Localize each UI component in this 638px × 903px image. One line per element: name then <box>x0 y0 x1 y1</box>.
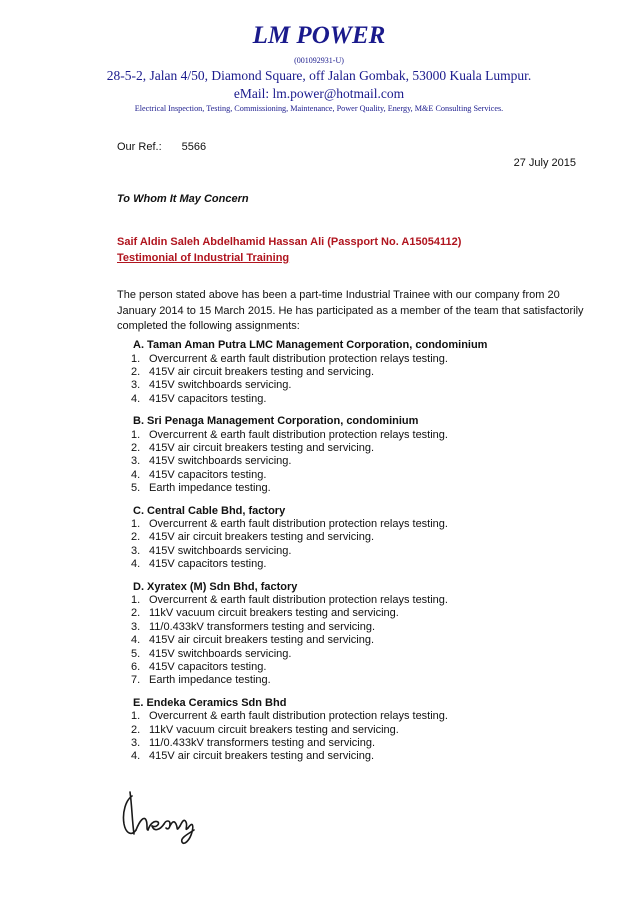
task-item <box>117 710 587 723</box>
task-text: 415V switchboards servicing. <box>149 455 292 468</box>
task-number: 6. <box>131 661 141 674</box>
project-list <box>117 339 587 773</box>
task-number: 1. <box>131 352 141 365</box>
task-number: 4. <box>131 468 141 481</box>
letter-date: 27 July 2015 <box>513 157 576 169</box>
project-c <box>117 505 587 572</box>
task-item <box>117 353 587 366</box>
project-heading: A. Taman Aman Putra LMC Management Corporation, condominium <box>133 339 488 351</box>
task-text: Overcurrent & earth fault distribution protection relays testing. <box>149 428 448 441</box>
task-item <box>117 455 587 468</box>
project-a <box>117 339 587 406</box>
task-text: 415V air circuit breakers testing and servicing. <box>149 365 374 378</box>
reference-label: Our Ref.: <box>117 141 162 153</box>
task-item <box>117 737 587 750</box>
task-text: 11/0.433kV transformers testing and servicing. <box>149 620 376 633</box>
task-number: 1. <box>131 428 141 441</box>
reference-number: 5566 <box>181 141 207 153</box>
project-heading: B. Sri Penaga Management Corporation, condominium <box>133 415 419 428</box>
project-heading: C. Central Cable Bhd, factory <box>133 504 286 517</box>
task-text: 11kV vacuum circuit breakers testing and servicing. <box>149 723 399 736</box>
project-heading: E. Endeka Ceramics Sdn Bhd <box>133 696 287 709</box>
task-number: 1. <box>131 594 141 607</box>
task-text: 415V switchboards servicing. <box>149 379 292 392</box>
task-text: Overcurrent & earth fault distribution protection relays testing. <box>149 352 448 365</box>
task-number: 2. <box>131 365 141 378</box>
project-b <box>117 415 587 495</box>
task-item <box>117 724 587 737</box>
task-number: 2. <box>131 441 141 454</box>
task-item <box>117 366 587 379</box>
project-heading: D. Xyratex (M) Sdn Bhd, factory <box>133 580 298 593</box>
signature-icon <box>118 786 208 848</box>
project-d <box>117 581 587 688</box>
task-text: Overcurrent & earth fault distribution protection relays testing. <box>149 518 448 531</box>
task-number: 3. <box>131 455 141 468</box>
task-item <box>117 531 587 544</box>
task-item <box>117 634 587 647</box>
task-number: 2. <box>131 531 141 544</box>
task-text: 415V capacitors testing. <box>149 392 267 405</box>
company-services: Electrical Inspection, Testing, Commissioning, Maintenance, Power Quality, Energy, M&E Consulting Services. <box>134 104 504 113</box>
task-item <box>117 750 587 763</box>
company-address: 28-5-2, Jalan 4/50, Diamond Square, off Jalan Gombak, 53000 Kuala Lumpur. <box>106 68 532 83</box>
task-text: 415V capacitors testing. <box>149 558 267 571</box>
task-text: 415V switchboards servicing. <box>149 647 292 660</box>
company-reg-no: (001092931-U) <box>294 56 344 65</box>
task-text: 415V air circuit breakers testing and servicing. <box>149 634 374 647</box>
task-number: 3. <box>131 544 141 557</box>
task-item <box>117 621 587 634</box>
task-number: 2. <box>131 723 141 736</box>
task-number: 3. <box>131 379 141 392</box>
task-number: 4. <box>131 634 141 647</box>
task-text: 415V air circuit breakers testing and servicing. <box>149 441 374 454</box>
task-item <box>117 469 587 482</box>
company-email: eMail: lm.power@hotmail.com <box>233 86 405 101</box>
task-text: Overcurrent & earth fault distribution protection relays testing. <box>149 594 448 607</box>
task-number: 4. <box>131 558 141 571</box>
task-number: 5. <box>131 647 141 660</box>
task-text: Overcurrent & earth fault distribution protection relays testing. <box>149 710 448 723</box>
task-number: 2. <box>131 607 141 620</box>
reference <box>117 141 206 153</box>
task-number: 4. <box>131 750 141 763</box>
subject-name: Saif Aldin Saleh Abdelhamid Hassan Ali (Passport No. A15054112) <box>117 236 462 248</box>
task-item <box>117 482 587 495</box>
task-text: 415V capacitors testing. <box>149 468 267 481</box>
task-number: 1. <box>131 710 141 723</box>
task-text: Earth impedance testing. <box>149 674 271 687</box>
task-number: 4. <box>131 392 141 405</box>
subject-title: Testimonial of Industrial Training <box>117 252 290 264</box>
task-text: 415V air circuit breakers testing and servicing. <box>149 750 374 763</box>
task-text: 415V switchboards servicing. <box>149 544 292 557</box>
intro-paragraph: The person stated above has been a part-time Industrial Trainee with our company from 20 January 2014 to 15 March 2015. He has participated as a member of the team that satisfactorily completed the following assignments: <box>117 289 584 332</box>
task-item <box>117 594 587 607</box>
task-number: 7. <box>131 674 141 687</box>
task-item <box>117 607 587 620</box>
task-item <box>117 518 587 531</box>
task-item <box>117 648 587 661</box>
task-text: 415V air circuit breakers testing and servicing. <box>149 531 374 544</box>
task-item <box>117 674 587 687</box>
task-text: 11/0.433kV transformers testing and servicing. <box>149 737 376 750</box>
task-text: 415V capacitors testing. <box>149 661 267 674</box>
task-item <box>117 558 587 571</box>
task-item <box>117 661 587 674</box>
task-number: 1. <box>131 518 141 531</box>
company-name: LM POWER <box>252 22 386 49</box>
task-item <box>117 545 587 558</box>
task-item <box>117 393 587 406</box>
project-e <box>117 697 587 764</box>
task-item <box>117 429 587 442</box>
task-number: 3. <box>131 620 141 633</box>
task-item <box>117 442 587 455</box>
salutation: To Whom It May Concern <box>117 193 249 205</box>
task-text: 11kV vacuum circuit breakers testing and servicing. <box>149 607 399 620</box>
task-number: 3. <box>131 737 141 750</box>
task-item <box>117 379 587 392</box>
task-number: 5. <box>131 482 141 495</box>
task-text: Earth impedance testing. <box>149 482 271 495</box>
